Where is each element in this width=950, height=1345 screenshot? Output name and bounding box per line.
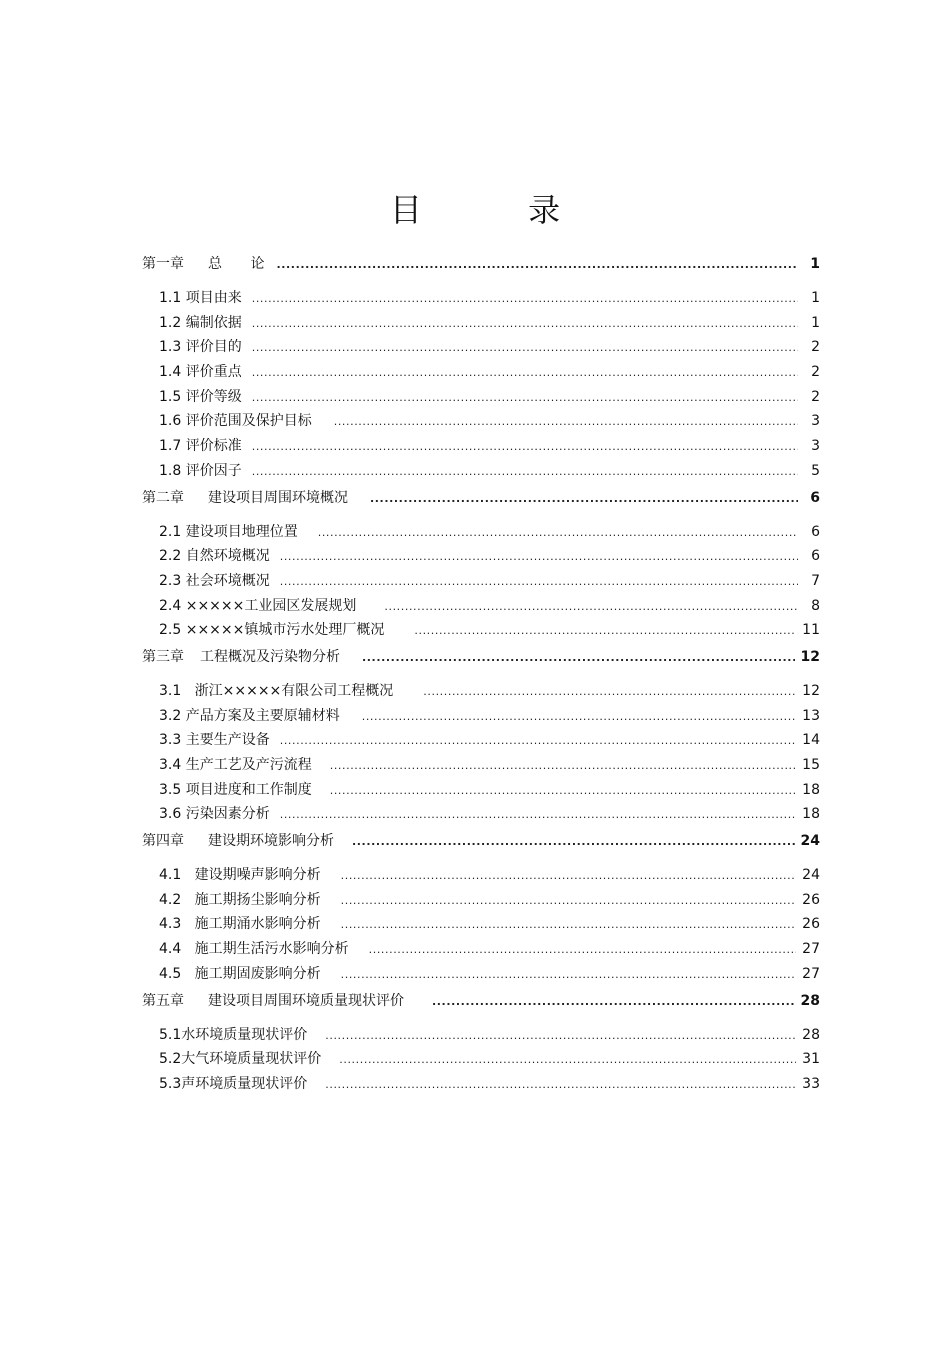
- section-entry[interactable]: [142, 779, 820, 804]
- page-number: 27: [802, 941, 820, 958]
- page-number: 26: [802, 916, 820, 933]
- page-number: 2: [811, 388, 820, 405]
- section-name: 评价重点: [185, 364, 242, 381]
- page-number: 24: [800, 833, 820, 850]
- chapter-name: 建设期环境影响分析: [208, 833, 334, 850]
- page-number: 1: [810, 256, 820, 272]
- dot-leader: [252, 391, 798, 404]
- page-number: 14: [802, 732, 820, 749]
- section-entry[interactable]: [142, 705, 820, 730]
- section-name: 评价目的: [185, 339, 242, 356]
- page-number: 11: [802, 622, 820, 639]
- section-entry[interactable]: [142, 570, 820, 595]
- section-entry[interactable]: [142, 680, 820, 705]
- section-name: 评价等级: [185, 388, 242, 405]
- page-number: 18: [802, 781, 820, 798]
- section-name: 编制依据: [185, 314, 242, 331]
- dot-leader: [280, 550, 798, 563]
- section-name: 项目进度和工作制度: [185, 781, 312, 798]
- dot-leader: [341, 869, 797, 882]
- section-number: 3.5: [159, 781, 182, 798]
- page-number: 2: [811, 339, 820, 356]
- section-entry[interactable]: [142, 913, 820, 938]
- section-name: 施工期生活污水影响分析: [194, 941, 349, 958]
- section-name: 主要生产设备: [185, 732, 270, 749]
- section-entry[interactable]: [142, 410, 820, 435]
- dot-leader: [325, 1029, 796, 1042]
- chapter-5: [142, 990, 820, 1098]
- dot-leader: [276, 258, 798, 271]
- section-number: 5.2: [159, 1051, 182, 1068]
- dot-leader: [384, 600, 798, 613]
- page-number: 13: [802, 707, 820, 724]
- section-name: 施工期扬尘影响分析: [194, 891, 321, 908]
- section-name: 评价标准: [185, 438, 242, 455]
- page-number: 1: [811, 314, 820, 331]
- section-entry[interactable]: [142, 545, 820, 570]
- section-name: 社会环境概况: [185, 572, 270, 589]
- section-entry[interactable]: [142, 864, 820, 889]
- section-name: 产品方案及主要原辅材料: [185, 707, 340, 724]
- section-name: 施工期固废影响分析: [194, 965, 321, 982]
- section-entry[interactable]: [142, 963, 820, 988]
- section-entry[interactable]: [142, 287, 820, 312]
- section-name: 项目由来: [185, 290, 242, 306]
- section-entry[interactable]: [142, 312, 820, 337]
- page-number: 3: [811, 438, 820, 455]
- section-name: 评价范围及保护目标: [185, 413, 312, 430]
- page-number: 12: [800, 648, 820, 665]
- chapter-3: [142, 646, 820, 828]
- dot-leader: [352, 835, 795, 848]
- dot-leader: [362, 651, 795, 664]
- dot-leader: [341, 894, 797, 907]
- page-number: 18: [802, 806, 820, 823]
- page-number: 1: [811, 290, 820, 306]
- chapter-4: [142, 830, 820, 987]
- section-entry[interactable]: [142, 336, 820, 361]
- section-number: 3.1: [159, 682, 182, 699]
- dot-leader: [341, 968, 797, 981]
- page-number: 33: [802, 1075, 820, 1092]
- section-number: 5.1: [159, 1026, 182, 1043]
- section-number: 2.2: [159, 548, 182, 565]
- section-name: 生产工艺及产污流程: [185, 757, 312, 773]
- section-number: 4.4: [159, 941, 182, 958]
- chapter-number: 第一章: [142, 256, 184, 272]
- dot-leader: [252, 292, 798, 305]
- section-entry[interactable]: [142, 435, 820, 460]
- section-number: 2.3: [159, 572, 182, 589]
- dot-leader: [325, 1078, 796, 1091]
- section-number: 1.4: [159, 364, 182, 381]
- chapter-entry[interactable]: [142, 646, 820, 672]
- section-number: 4.1: [159, 867, 182, 884]
- dot-leader: [252, 465, 798, 478]
- section-number: 3.2: [159, 707, 182, 724]
- section-number: 2.1: [159, 523, 182, 540]
- section-name: 施工期涌水影响分析: [194, 916, 321, 933]
- section-name: ×××××工业园区发展规划: [185, 597, 357, 614]
- chapter-name: 总 论: [208, 256, 277, 272]
- page-number: 27: [802, 965, 820, 982]
- section-entry[interactable]: [142, 889, 820, 914]
- section-number: 2.5: [159, 622, 182, 639]
- section-entry[interactable]: [142, 729, 820, 754]
- page-number: 31: [802, 1051, 820, 1068]
- chapter-name: 建设项目周围环境概况: [208, 489, 348, 506]
- page-number: 8: [811, 597, 820, 614]
- chapter-name: 工程概况及污染物分析: [200, 648, 340, 665]
- page-title: 目 录: [389, 191, 609, 229]
- section-entry[interactable]: [142, 386, 820, 411]
- page-number: 26: [802, 891, 820, 908]
- dot-leader: [330, 759, 796, 772]
- section-number: 1.5: [159, 388, 182, 405]
- section-entry[interactable]: [142, 1024, 820, 1049]
- dot-leader: [318, 526, 798, 539]
- section-number: 3.3: [159, 732, 182, 749]
- page-number: 28: [802, 1026, 820, 1043]
- dot-leader: [330, 784, 796, 797]
- section-entry[interactable]: [142, 619, 820, 644]
- section-number: 1.8: [159, 462, 182, 479]
- section-number: 4.5: [159, 965, 182, 982]
- section-number: 1.6: [159, 413, 182, 430]
- page-number: 6: [810, 489, 820, 506]
- section-number: 5.3: [159, 1075, 182, 1092]
- page-number: 6: [811, 548, 820, 565]
- section-name: 声环境质量现状评价: [181, 1075, 308, 1092]
- dot-leader: [252, 440, 798, 453]
- dot-leader: [432, 995, 795, 1008]
- page-number: 24: [802, 867, 820, 884]
- page-number: 15: [802, 757, 820, 773]
- section-number: 1.2: [159, 314, 182, 331]
- section-entry[interactable]: [142, 1048, 820, 1073]
- chapter-entry[interactable]: [142, 253, 820, 279]
- section-number: 1.3: [159, 339, 182, 356]
- section-name: 浙江×××××有限公司工程概况: [194, 682, 394, 699]
- chapter-2: [142, 487, 820, 644]
- page-number: 2: [811, 364, 820, 381]
- dot-leader: [362, 710, 796, 723]
- section-number: 4.3: [159, 916, 182, 933]
- section-name: 大气环境质量现状评价: [181, 1051, 322, 1068]
- chapter-number: 第五章: [142, 992, 184, 1009]
- chapter-entry[interactable]: [142, 990, 820, 1016]
- section-entry[interactable]: [142, 803, 820, 828]
- table-of-contents: [142, 253, 820, 1098]
- dot-leader: [252, 341, 798, 354]
- dot-leader: [334, 415, 798, 428]
- dot-leader: [339, 1053, 796, 1066]
- page-number: 12: [802, 682, 820, 699]
- section-number: 1.7: [159, 438, 182, 455]
- chapter-number: 第三章: [142, 648, 184, 665]
- section-number: 3.4: [159, 757, 182, 773]
- section-number: 4.2: [159, 891, 182, 908]
- section-name: 建设项目地理位置: [185, 523, 298, 540]
- section-entry[interactable]: [142, 521, 820, 546]
- page-number: 28: [800, 992, 820, 1009]
- section-number: 1.1: [159, 290, 182, 306]
- dot-leader: [280, 808, 796, 821]
- section-entry[interactable]: [142, 938, 820, 963]
- dot-leader: [369, 943, 797, 956]
- dot-leader: [423, 685, 796, 698]
- section-name: 污染因素分析: [185, 806, 270, 823]
- section-entry[interactable]: [142, 460, 820, 485]
- dot-leader: [252, 317, 798, 330]
- page-number: 6: [811, 523, 820, 540]
- section-number: 2.4: [159, 597, 182, 614]
- section-name: ×××××镇城市污水处理厂概况: [185, 622, 385, 639]
- page-number: 7: [811, 572, 820, 589]
- chapter-1: [142, 253, 820, 485]
- dot-leader: [252, 366, 798, 379]
- dot-leader: [370, 492, 798, 505]
- dot-leader: [341, 918, 797, 931]
- section-number: 3.6: [159, 806, 182, 823]
- chapter-number: 第四章: [142, 833, 184, 850]
- page-number: 3: [811, 413, 820, 430]
- chapter-entry[interactable]: [142, 830, 820, 856]
- dot-leader: [280, 575, 798, 588]
- section-entry[interactable]: [142, 361, 820, 386]
- page-number: 5: [811, 462, 820, 479]
- section-name: 评价因子: [185, 462, 242, 479]
- section-name: 自然环境概况: [185, 548, 270, 565]
- section-name: 水环境质量现状评价: [181, 1026, 308, 1043]
- dot-leader: [280, 734, 796, 747]
- chapter-entry[interactable]: [142, 487, 820, 513]
- chapter-name: 建设项目周围环境质量现状评价: [208, 992, 404, 1009]
- section-entry[interactable]: [142, 754, 820, 779]
- section-entry[interactable]: [142, 595, 820, 620]
- dot-leader: [414, 624, 796, 637]
- chapter-number: 第二章: [142, 489, 184, 506]
- section-entry[interactable]: [142, 1073, 820, 1098]
- section-name: 建设期噪声影响分析: [194, 867, 321, 884]
